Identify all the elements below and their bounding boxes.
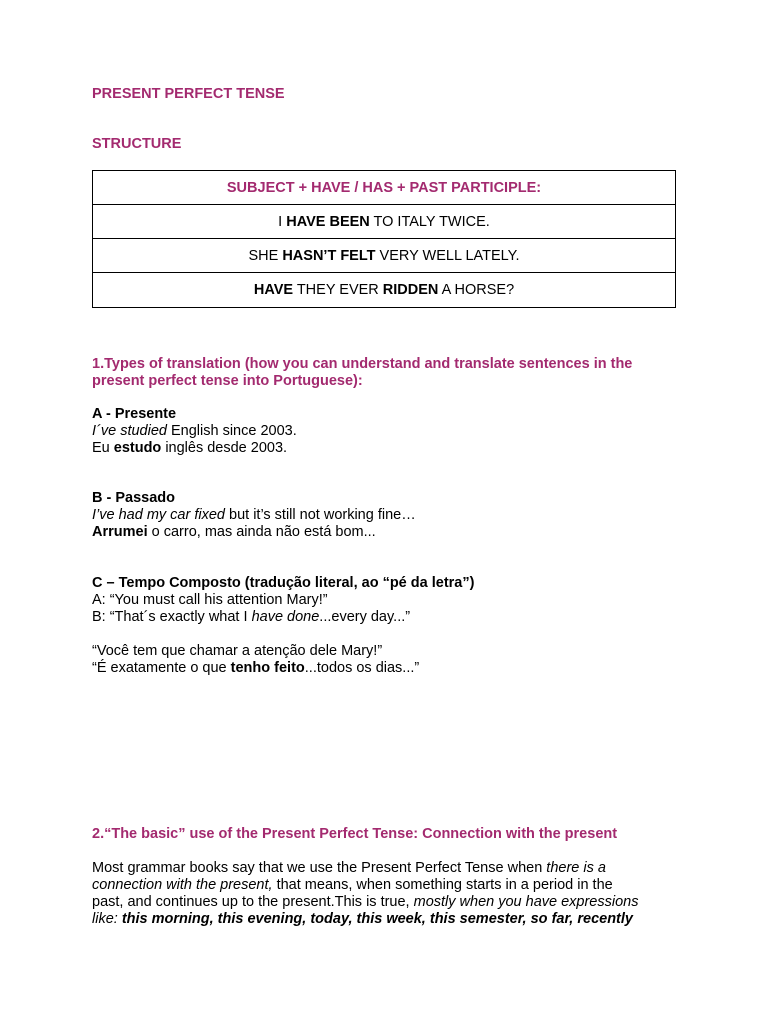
section-1-heading bbox=[92, 356, 682, 390]
example-text: A HORSE? bbox=[438, 282, 515, 298]
sentence-text: “É exatamente o que bbox=[92, 660, 231, 676]
section-heading-line: 2.“The basic” use of the Present Perfect Tense: Connection with the present bbox=[92, 826, 618, 842]
dialogue-line bbox=[92, 609, 682, 626]
time-expressions: this morning, this evening, today, this week, this semester, so far, recently bbox=[121, 911, 633, 927]
verb-phrase: estudo bbox=[113, 440, 162, 456]
section-2-paragraph bbox=[92, 860, 692, 928]
emphasis: like: bbox=[92, 911, 122, 927]
portuguese-sentence bbox=[92, 440, 682, 457]
sentence-text: inglês desde 2003. bbox=[161, 440, 288, 456]
paragraph-line bbox=[92, 894, 692, 911]
sentence-text: that means, when something starts in a period in the bbox=[272, 877, 613, 893]
sentence-text: B: “That´s exactly what I bbox=[92, 609, 252, 625]
structure-formula: SUBJECT + HAVE / HAS + PAST PARTICIPLE: bbox=[93, 171, 676, 205]
example-text: THEY EVER bbox=[293, 282, 383, 298]
paragraph-line bbox=[92, 877, 692, 894]
example-a bbox=[92, 406, 682, 457]
emphasis: mostly when you have expressions bbox=[413, 894, 639, 910]
english-sentence bbox=[92, 507, 682, 524]
example-cell bbox=[93, 273, 676, 308]
example-verb: HASN’T FELT bbox=[282, 247, 376, 264]
example-text: SHE bbox=[248, 247, 283, 264]
sentence-text: o carro, mas ainda não está bom... bbox=[147, 524, 376, 540]
verb-phrase: have done bbox=[251, 609, 320, 625]
sentence-text: ...every day...” bbox=[319, 609, 411, 625]
english-sentence bbox=[92, 423, 682, 440]
table-row bbox=[93, 239, 676, 273]
structure-heading: STRUCTURE bbox=[92, 136, 182, 152]
example-cell bbox=[93, 239, 676, 273]
section-2-heading bbox=[92, 826, 682, 843]
paragraph-line bbox=[92, 911, 692, 928]
example-b bbox=[92, 490, 682, 541]
sentence-text: Eu bbox=[92, 440, 114, 456]
emphasis: there is a bbox=[546, 860, 606, 876]
example-c bbox=[92, 575, 682, 677]
example-text: TO ITALY TWICE. bbox=[369, 213, 490, 230]
structure-table bbox=[92, 170, 676, 308]
table-row bbox=[93, 205, 676, 239]
table-row bbox=[93, 171, 676, 205]
sentence-text: English since 2003. bbox=[166, 423, 297, 439]
example-label: C – Tempo Composto (tradução literal, ao “pé da letra”) bbox=[92, 575, 475, 591]
table-row bbox=[93, 273, 676, 308]
portuguese-sentence bbox=[92, 524, 682, 541]
example-verb: RIDDEN bbox=[382, 282, 439, 298]
sentence-text: ...todos os dias...” bbox=[304, 660, 420, 676]
example-text: I bbox=[278, 213, 287, 230]
dialogue-line: “Você tem que chamar a atenção dele Mary!” bbox=[92, 643, 383, 659]
verb-phrase: I´ve studied bbox=[92, 423, 167, 439]
paragraph-line bbox=[92, 860, 692, 877]
blank-line bbox=[92, 626, 682, 643]
verb-phrase: tenho feito bbox=[230, 660, 305, 676]
emphasis: connection with the present, bbox=[92, 877, 273, 893]
example-verb: HAVE bbox=[253, 282, 294, 298]
dialogue-line bbox=[92, 660, 682, 677]
example-text: VERY WELL LATELY. bbox=[375, 247, 520, 264]
example-verb: HAVE BEEN bbox=[286, 213, 370, 230]
example-label: A - Presente bbox=[92, 406, 177, 422]
sentence-text: past, and continues up to the present.This is true, bbox=[92, 894, 414, 910]
example-cell bbox=[93, 205, 676, 239]
dialogue-line: A: “You must call his attention Mary!” bbox=[92, 592, 328, 608]
page-title: PRESENT PERFECT TENSE bbox=[92, 86, 285, 102]
section-heading-line: 1.Types of translation (how you can understand and translate sentences in the bbox=[92, 356, 633, 372]
sentence-text: Most grammar books say that we use the Present Perfect Tense when bbox=[92, 860, 547, 876]
verb-phrase: I’ve had my car fixed bbox=[92, 507, 225, 523]
example-label: B - Passado bbox=[92, 490, 175, 506]
verb-phrase: Arrumei bbox=[92, 524, 148, 540]
section-heading-line: present perfect tense into Portuguese): bbox=[92, 373, 363, 389]
sentence-text: but it’s still not working fine… bbox=[224, 507, 416, 523]
